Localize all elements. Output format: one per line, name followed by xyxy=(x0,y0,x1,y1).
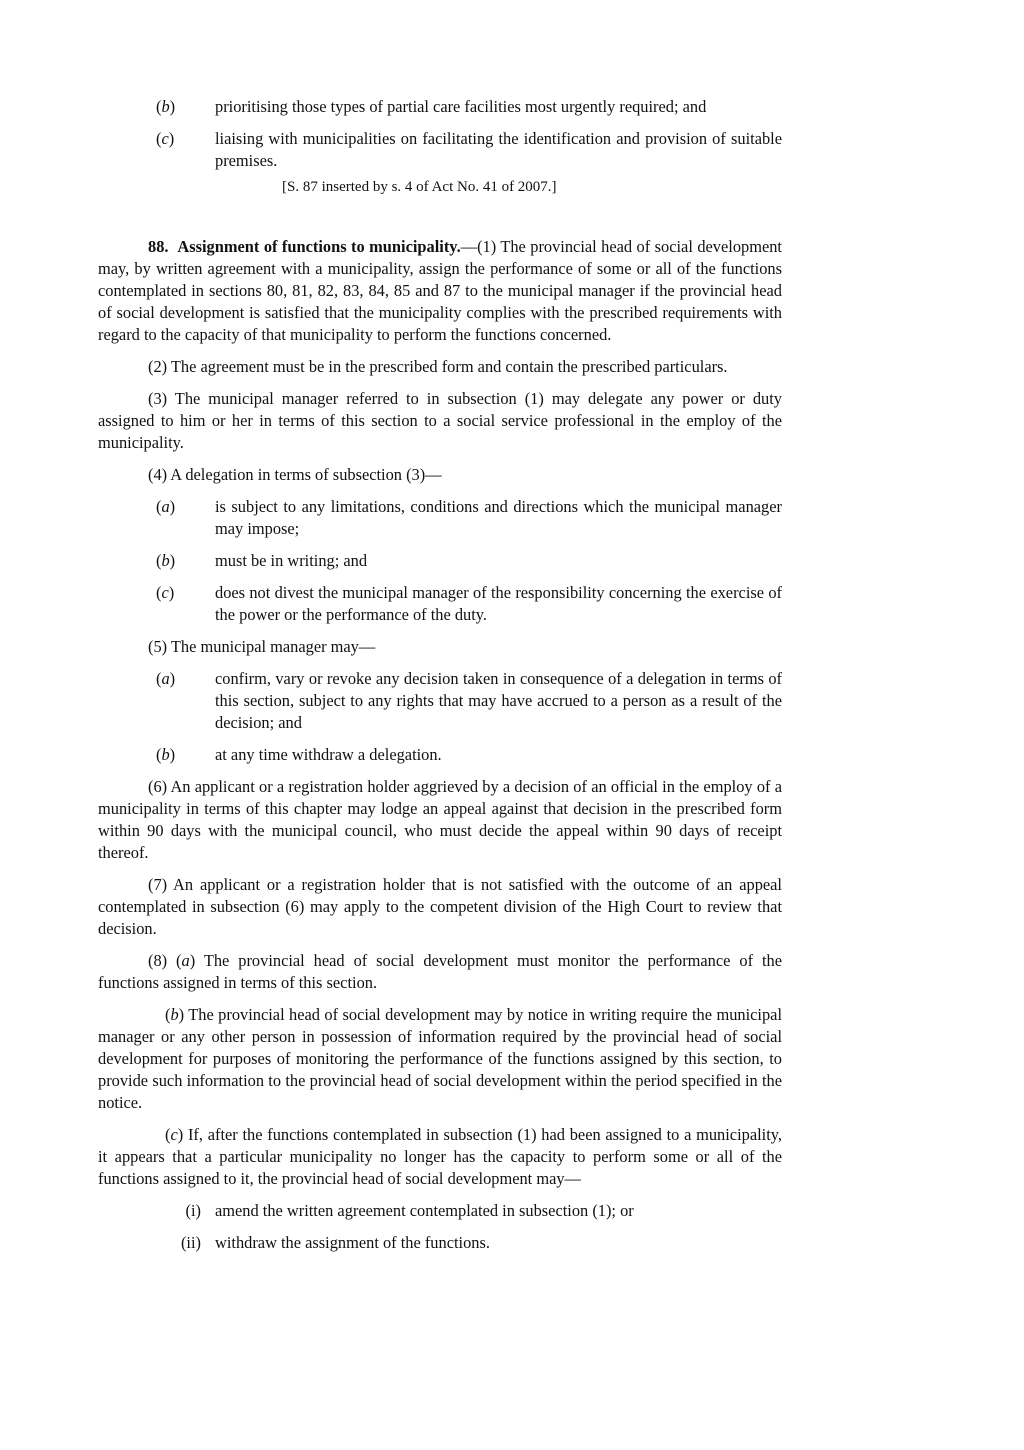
subsection-7: (7) An applicant or a registration holder that is not satisfied with the outcome of an appeal contemplated in subsection (6) may apply to the competent division of the High Court to review that decision. xyxy=(98,875,782,938)
item-text: withdraw the assignment of the functions. xyxy=(215,1233,490,1252)
list-item xyxy=(98,744,782,766)
item-text: must be in writing; and xyxy=(215,551,368,570)
section-number: 88. xyxy=(148,237,169,256)
subsection-1-text: —(1) The provincial head of social development may, by written agreement with a municipality, assign the performance of some or all of the functions contemplated in sections 80, 81, 82, 83, 84, 85 and 87 to the municipal manager if the provincial head of social development is satisfied that the municipality complies with the prescribed requirements with regard to the capacity of that municipality to perform the functions concerned. xyxy=(98,237,782,344)
item-text: is subject to any limitations, conditions and directions which the municipal manager may impose; xyxy=(215,497,782,538)
item-label: (c) xyxy=(156,583,175,602)
subsection-4: (4) A delegation in terms of subsection (3)— xyxy=(148,465,442,484)
item-text: at any time withdraw a delegation. xyxy=(215,745,442,764)
list-item xyxy=(98,496,782,540)
section-88-subsection-1 xyxy=(98,236,782,346)
item-label: (a) xyxy=(156,497,176,516)
section-heading: Assignment of functions to municipality. xyxy=(177,237,461,256)
list-item xyxy=(98,1200,782,1222)
item-label: (a) xyxy=(156,669,176,688)
item-label: (c) xyxy=(156,129,175,148)
item-text: amend the written agreement contemplated in subsection (1); or xyxy=(215,1201,634,1220)
subsection-8c: (c) If, after the functions contemplated in subsection (1) had been assigned to a municipality, it appears that a particular municipality no longer has the capacity to perform some or all of the functions assigned to it, the provincial head of social development may— xyxy=(98,1125,782,1188)
item-label: (ii) xyxy=(180,1233,201,1252)
item-label: (b) xyxy=(156,551,176,570)
list-item xyxy=(98,96,782,118)
item-text: confirm, vary or revoke any decision taken in consequence of a delegation in terms of this section, subject to any rights that may have accrued to a person as a result of the decision; and xyxy=(215,669,782,732)
item-text: liaising with municipalities on facilitating the identification and provision of suitable premises. xyxy=(215,129,782,170)
list-item xyxy=(98,128,782,172)
subsection-2: (2) The agreement must be in the prescribed form and contain the prescribed particulars. xyxy=(148,357,728,376)
item-text: prioritising those types of partial care facilities most urgently required; and xyxy=(215,97,707,116)
amendment-note: [S. 87 inserted by s. 4 of Act No. 41 of 2007.] xyxy=(282,179,557,195)
list-item xyxy=(98,582,782,626)
document-page xyxy=(98,96,782,1264)
list-item xyxy=(98,1232,782,1254)
subsection-8a: (8) (a) The provincial head of social development must monitor the performance of the functions assigned in terms of this section. xyxy=(98,951,783,992)
list-item xyxy=(98,550,782,572)
subsection-5: (5) The municipal manager may— xyxy=(148,637,376,656)
list-item xyxy=(98,668,782,734)
subsection-8b: (b) The provincial head of social development may by notice in writing require the municipal manager or any other person in possession of information required by the provincial head of social development for purposes of monitoring the performance of the functions assigned by this section, to provide such information to the provincial head of social development within the period specified in the notice. xyxy=(98,1005,782,1112)
item-label: (i) xyxy=(185,1201,201,1220)
subsection-3: (3) The municipal manager referred to in subsection (1) may delegate any power or duty assigned to him or her in terms of this section to a social service professional in the employ of the municipality. xyxy=(98,389,782,452)
subsection-6: (6) An applicant or a registration holder aggrieved by a decision of an official in the employ of a municipality in terms of this chapter may lodge an appeal against that decision in the prescribed form within 90 days with the municipal council, who must decide the appeal within 90 days of receipt thereof. xyxy=(98,777,782,862)
item-label: (b) xyxy=(156,745,176,764)
item-text: does not divest the municipal manager of the responsibility concerning the exercise of the power or the performance of the duty. xyxy=(215,583,782,624)
item-label: (b) xyxy=(156,97,176,116)
